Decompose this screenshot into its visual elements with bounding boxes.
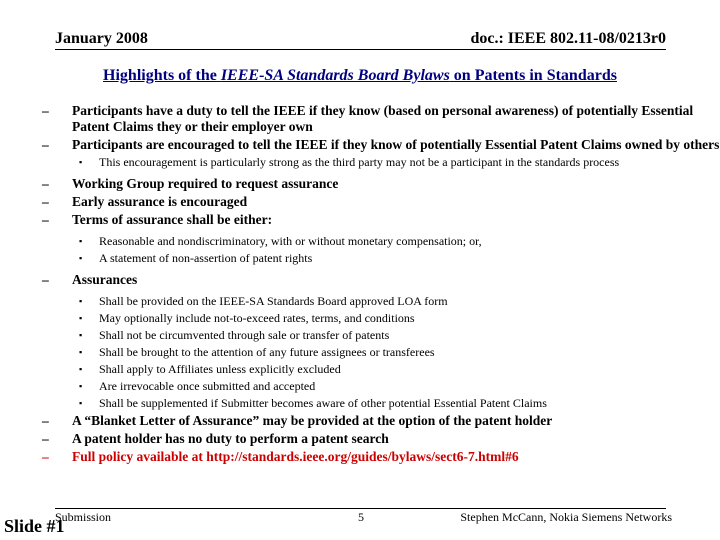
dash-marker: – — [42, 176, 49, 191]
bullet-no-duty — [0, 431, 720, 447]
dash-marker: – — [42, 137, 49, 152]
dash-marker: – — [42, 212, 49, 227]
sub-bullet-text: Shall not be circumvented through sale or transfer of patents — [99, 328, 390, 342]
sub-bullet-text: This encouragement is particularly strong as the third party may not be a participant in the standards process — [99, 155, 620, 169]
footer-submission: Submission — [55, 510, 112, 524]
square-bullet-icon: ▪ — [79, 236, 83, 246]
sub-bullet-text: Are irrevocable once submitted and accepted — [99, 379, 316, 393]
bullet-text: Participants have a duty to tell the IEEE if they know (based on personal awareness) of potentially Essential Patent Claims they or their employer own — [72, 103, 694, 134]
sub-bullet-text: May optionally include not-to-exceed rates, terms, and conditions — [99, 311, 415, 325]
square-bullet-icon: ▪ — [79, 347, 83, 357]
sub-bullet-terms — [0, 234, 720, 248]
sub-bullet-assurances — [0, 362, 720, 376]
dash-marker: – — [42, 272, 49, 287]
square-bullet-icon: ▪ — [79, 296, 83, 306]
dash-marker: – — [42, 431, 49, 446]
header-date: January 2008 — [55, 30, 148, 47]
sub-bullet-text: Shall apply to Affiliates unless explicitly excluded — [99, 362, 341, 376]
bullet-text: Assurances — [72, 272, 138, 287]
bullet-wg-required — [0, 176, 720, 192]
footer-rule — [55, 508, 666, 509]
slide-number: Slide #1 — [4, 516, 65, 536]
sub-bullet-assurances — [0, 379, 720, 393]
bullet-assurances — [0, 272, 720, 288]
full-policy-link[interactable]: Full policy available at http://standards.ieee.org/guides/bylaws/sect6-7.html#6 — [72, 449, 519, 464]
footer-author: Stephen McCann, Nokia Siemens Networks — [460, 510, 672, 524]
bullet-terms — [0, 212, 720, 228]
slide-title — [0, 67, 720, 85]
square-bullet-icon: ▪ — [79, 157, 83, 167]
sub-bullet-assurances — [0, 311, 720, 325]
bullet-text: Terms of assurance shall be either: — [72, 212, 273, 227]
bullet-encouraged — [0, 137, 720, 153]
bullet-text: Participants are encouraged to tell the IEEE if they know of potentially Essential Patent Claims owned by others — [72, 137, 720, 152]
sub-bullet-text: Shall be brought to the attention of any future assignees or transferees — [99, 345, 435, 359]
sub-bullet-assurances — [0, 328, 720, 342]
sub-bullet-assurances — [0, 294, 720, 308]
header-doc-id: doc.: IEEE 802.11-08/0213r0 — [470, 30, 666, 47]
title-italic: IEEE-SA Standards Board Bylaws — [220, 67, 450, 84]
footer-page-number: 5 — [358, 510, 364, 524]
sub-bullet-encouraged — [0, 155, 720, 169]
bullet-early — [0, 194, 720, 210]
bullet-blanket — [0, 413, 720, 429]
title-prefix: Highlights of the — [103, 67, 221, 84]
sub-bullet-text: Shall be supplemented if Submitter becomes aware of other potential Essential Patent Claims — [99, 396, 547, 410]
square-bullet-icon: ▪ — [79, 398, 83, 408]
square-bullet-icon: ▪ — [79, 381, 83, 391]
dash-marker: – — [42, 103, 49, 118]
header-rule — [55, 49, 666, 50]
square-bullet-icon: ▪ — [79, 253, 83, 263]
square-bullet-icon: ▪ — [79, 364, 83, 374]
bullet-list — [0, 103, 720, 467]
sub-bullet-terms — [0, 251, 720, 265]
dash-marker: – — [42, 413, 49, 428]
sub-bullet-assurances — [0, 345, 720, 359]
square-bullet-icon: ▪ — [79, 313, 83, 323]
dash-marker: – — [42, 449, 49, 464]
bullet-text: Early assurance is encouraged — [72, 194, 248, 209]
sub-bullet-text: A statement of non-assertion of patent rights — [99, 251, 313, 265]
sub-bullet-text: Shall be provided on the IEEE-SA Standards Board approved LOA form — [99, 294, 448, 308]
dash-marker: – — [42, 194, 49, 209]
sub-bullet-assurances — [0, 396, 720, 410]
bullet-full-policy — [0, 449, 720, 465]
bullet-text: A patent holder has no duty to perform a patent search — [72, 431, 389, 446]
sub-bullet-text: Reasonable and nondiscriminatory, with or without monetary compensation; or, — [99, 234, 482, 248]
square-bullet-icon: ▪ — [79, 330, 83, 340]
bullet-text: A “Blanket Letter of Assurance” may be provided at the option of the patent holder — [72, 413, 553, 428]
title-suffix: on Patents in Standards — [449, 67, 617, 84]
bullet-duty — [0, 103, 720, 135]
bullet-text: Working Group required to request assurance — [72, 176, 339, 191]
